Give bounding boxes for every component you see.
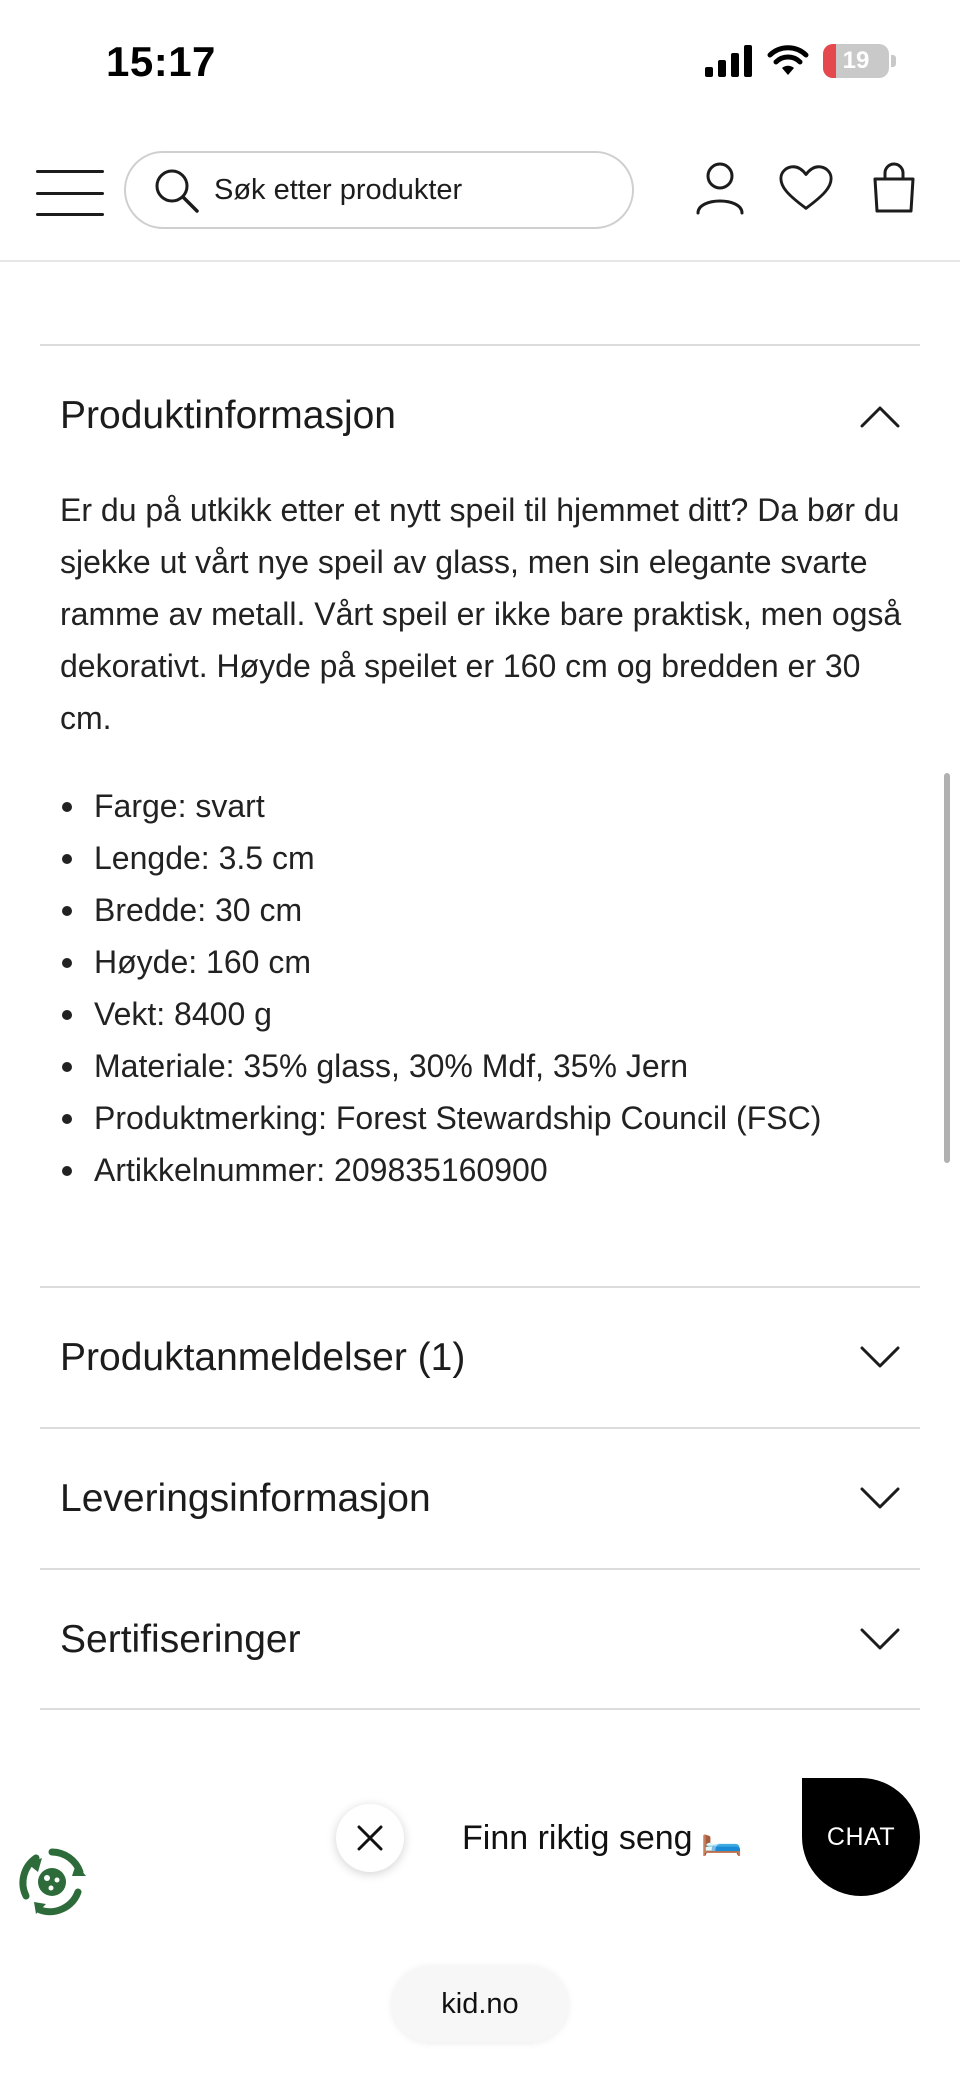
search-input[interactable]: [214, 174, 614, 207]
accordion-header-certifications[interactable]: [40, 1570, 920, 1710]
spec-item: Materiale: 35% glass, 30% Mdf, 35% Jern: [60, 1040, 920, 1092]
status-icons: [705, 44, 896, 78]
accordion-title: Sertifiseringer: [60, 1618, 301, 1661]
spec-item: Vekt: 8400 g: [60, 988, 920, 1040]
chevron-up-icon: [860, 404, 900, 428]
shopping-bag-icon[interactable]: [866, 160, 922, 216]
battery-fill: [823, 44, 836, 78]
accordion-header-product-info[interactable]: [40, 346, 920, 486]
accordion-header-delivery[interactable]: [40, 1429, 920, 1569]
promo-text: Finn riktig seng: [462, 1818, 693, 1857]
battery-level: 19: [842, 47, 870, 74]
chat-button[interactable]: [802, 1778, 920, 1896]
wifi-icon: [767, 45, 809, 77]
accordion-header-reviews[interactable]: [40, 1288, 920, 1428]
recycle-badge-icon[interactable]: [16, 1846, 88, 1918]
battery-indicator: [823, 44, 889, 78]
accordion-title: Leveringsinformasjon: [60, 1477, 431, 1520]
scrollbar[interactable]: [944, 773, 950, 1163]
spec-item: Høyde: 160 cm: [60, 936, 920, 988]
cellular-signal-icon: [705, 45, 753, 77]
chevron-down-icon: [860, 1487, 900, 1511]
accordion-title: Produktanmeldelser (1): [60, 1336, 466, 1379]
divider: [40, 1708, 920, 1710]
accordion-certifications: [40, 1570, 920, 1710]
close-promo-button[interactable]: [336, 1804, 404, 1872]
battery-cap: [891, 55, 896, 67]
spec-item: Artikkelnummer: 209835160900: [60, 1144, 920, 1196]
chevron-down-icon: [860, 1628, 900, 1652]
browser-url-bar[interactable]: [392, 1966, 568, 2042]
chevron-down-icon: [860, 1346, 900, 1370]
status-bar: [0, 0, 960, 130]
spec-item: Farge: svart: [60, 780, 920, 832]
accordion-title: Produktinformasjon: [60, 394, 396, 437]
status-time: 15:17: [106, 38, 216, 85]
spec-item: Produktmerking: Forest Stewardship Council (FSC): [60, 1092, 920, 1144]
user-icon[interactable]: [692, 160, 748, 216]
url-text: kid.no: [441, 1987, 519, 2020]
accordion-delivery: [40, 1429, 920, 1569]
heart-icon[interactable]: [778, 160, 834, 216]
product-spec-list: [60, 780, 920, 1196]
spec-item: Lengde: 3.5 cm: [60, 832, 920, 884]
accordion-reviews: [40, 1288, 920, 1428]
bed-icon: 🛏️: [700, 1819, 743, 1857]
product-description: Er du på utkikk etter et nytt speil til hjemmet ditt? Da bør du sjekke ut vårt nye speil av glass, men sin elegante svarte ramme av metall. Vårt speil er ikke bare praktisk, men også dekorativt. Høyde på speilet er 160 cm og bredden er 30 cm.: [60, 492, 902, 736]
close-icon: [355, 1823, 385, 1853]
search-icon: [152, 166, 200, 214]
accordion-product-info: [40, 346, 920, 486]
promo-link[interactable]: [462, 1818, 743, 1858]
spec-item: Bredde: 30 cm: [60, 884, 920, 936]
hamburger-menu-icon[interactable]: [36, 170, 104, 216]
search-bar[interactable]: [124, 151, 634, 229]
site-header: [0, 130, 960, 262]
chat-label: CHAT: [826, 1822, 896, 1851]
